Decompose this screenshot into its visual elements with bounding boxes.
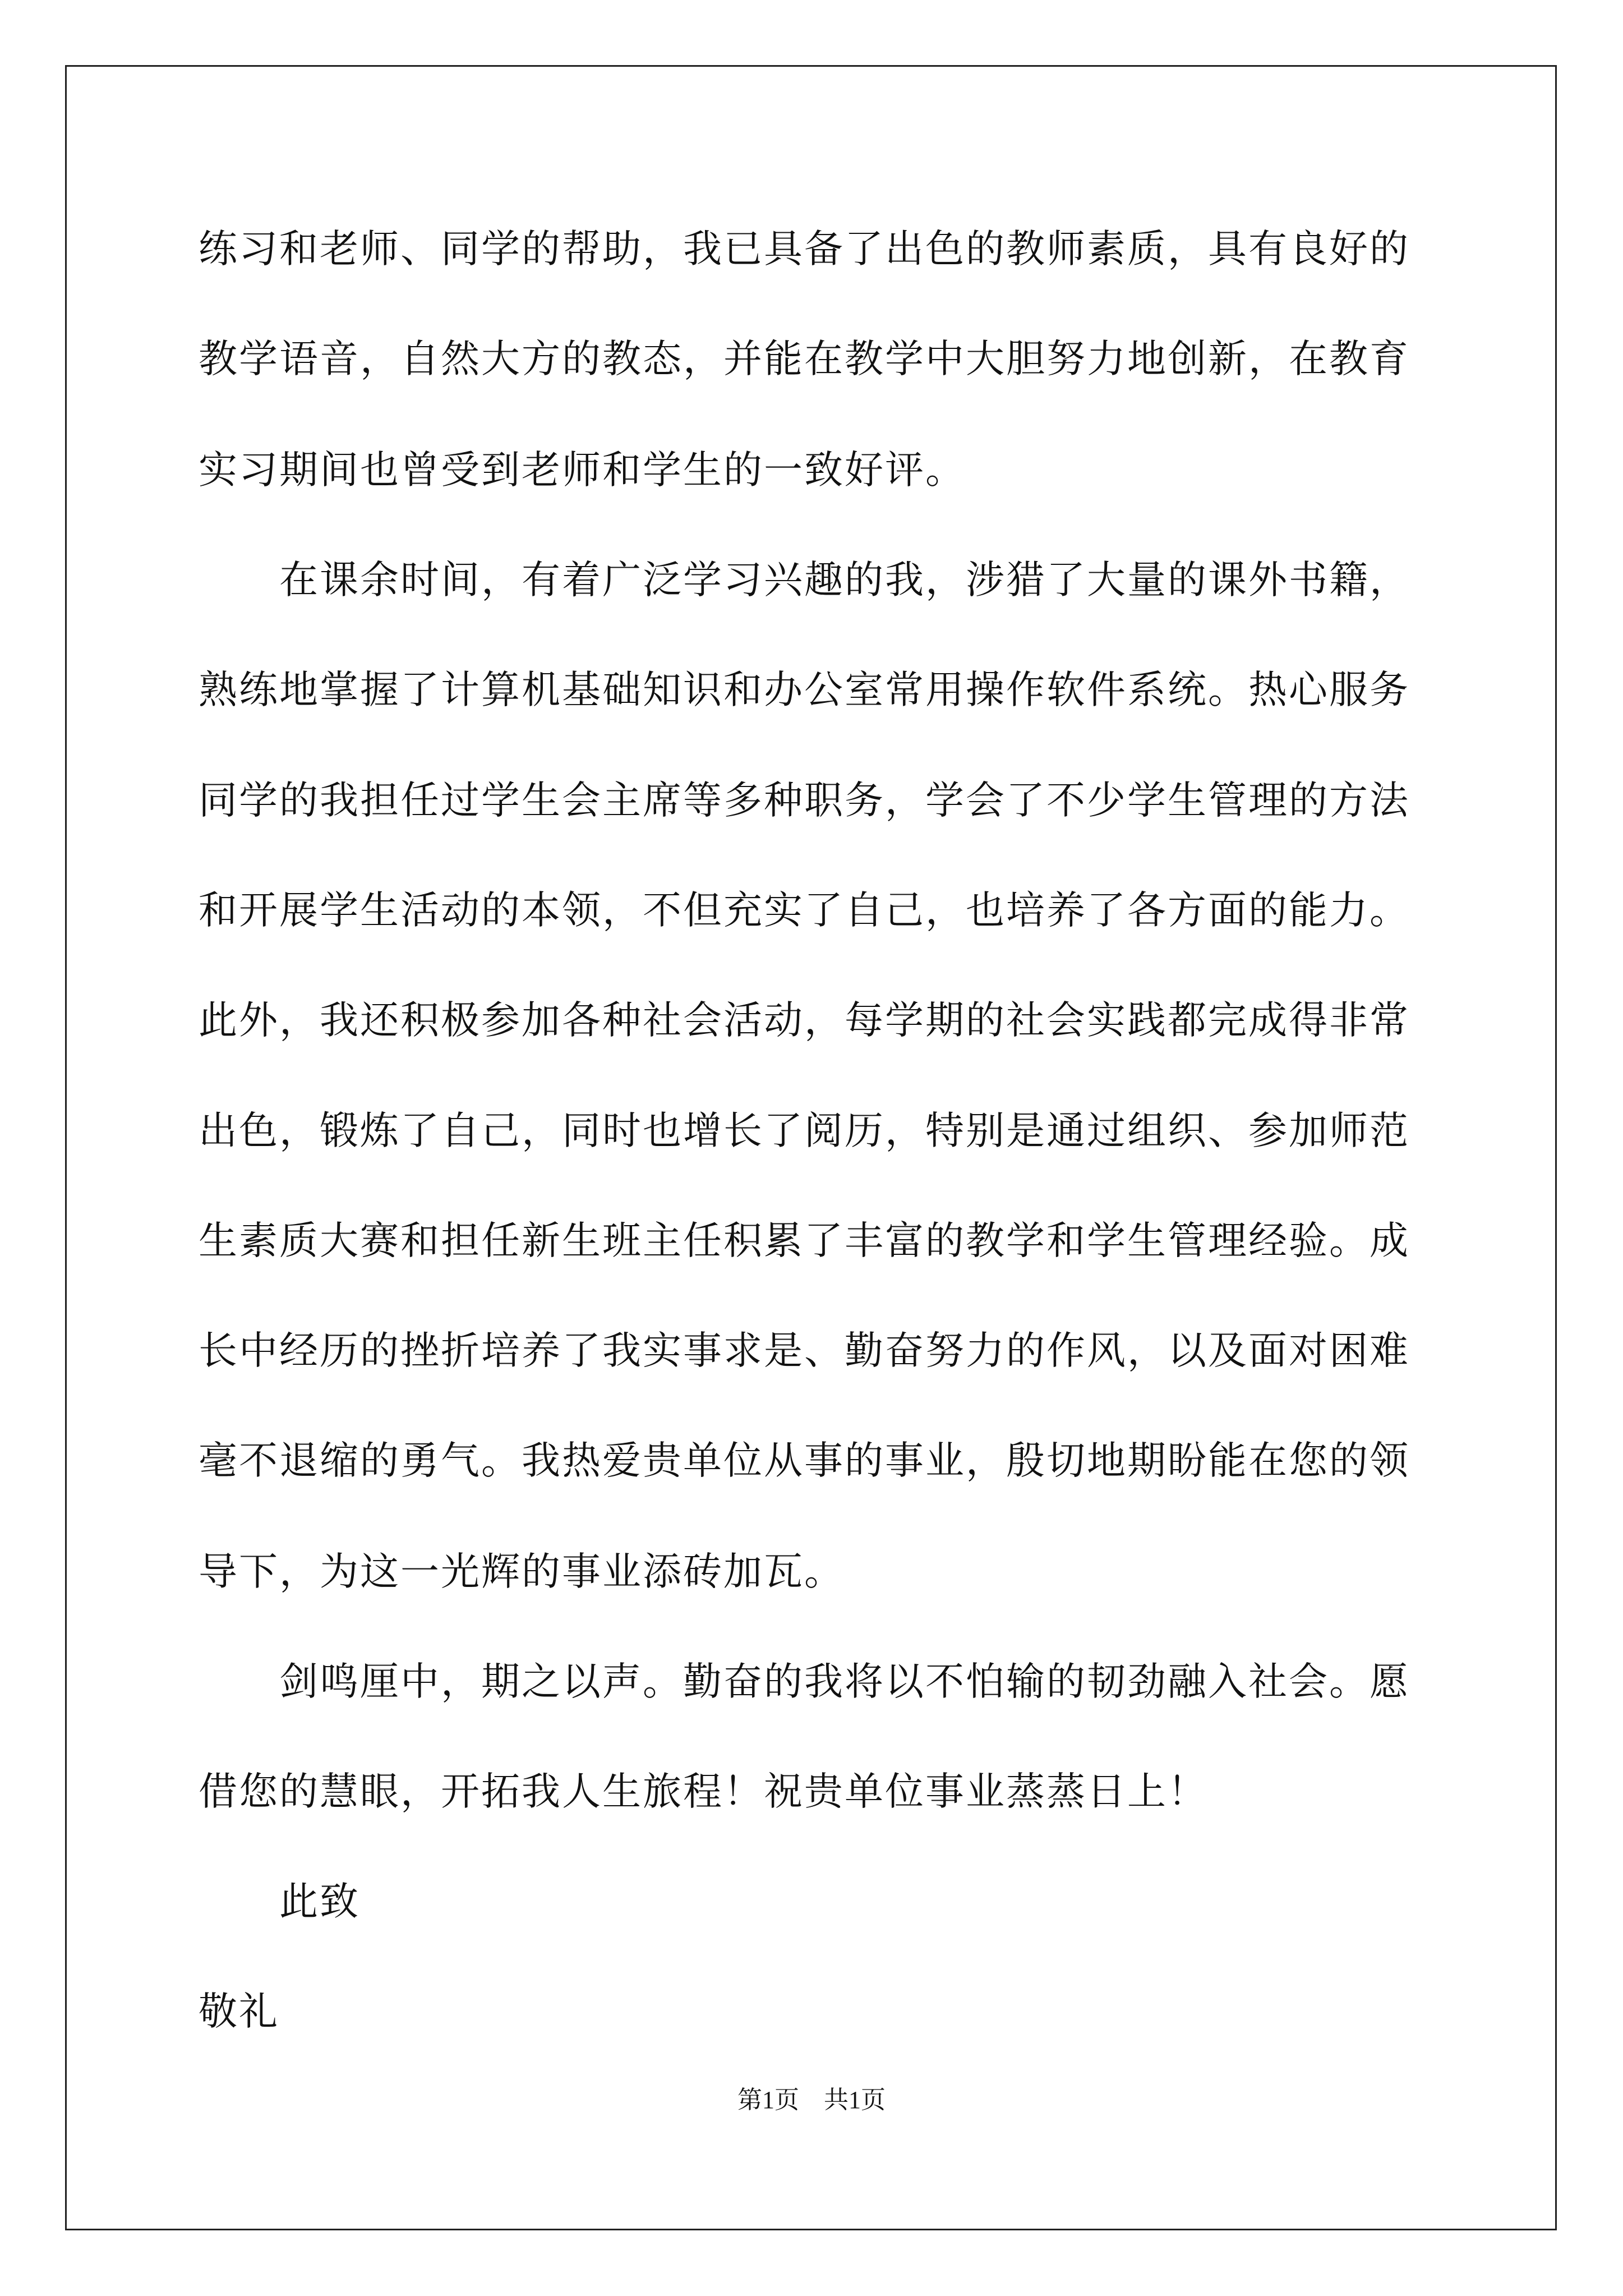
- body-text-line: 此外，我还积极参加各种社会活动，每学期的社会实践都完成得非常: [199, 998, 1410, 1043]
- body-text-line: 毫不退缩的勇气。我热爱贵单位从事的事业，殷切地期盼能在您的领: [199, 1438, 1410, 1483]
- body-text-line: 熟练地掌握了计算机基础知识和办公室常用操作软件系统。热心服务: [199, 668, 1410, 712]
- body-text-line: 实习期间也曾受到老师和学生的一致好评。: [199, 448, 966, 493]
- body-text-line: 在课余时间，有着广泛学习兴趣的我，涉猎了大量的课外书籍，: [199, 558, 1410, 602]
- body-text-line: 导下，为这一光辉的事业添砖加瓦。: [199, 1549, 845, 1594]
- body-text-line: 练习和老师、同学的帮助，我已具备了出色的教师素质，具有良好的: [199, 227, 1410, 272]
- body-text-line: 教学语音，自然大方的教态，并能在教学中大胆努力地创新，在教育: [199, 337, 1410, 381]
- body-text-line: 剑鸣厘中，期之以声。勤奋的我将以不怕输的韧劲融入社会。愿: [199, 1659, 1410, 1704]
- body-text-line: 同学的我担任过学生会主席等多种职务，学会了不少学生管理的方法: [199, 778, 1410, 823]
- body-text-line: 和开展学生活动的本领，不但充实了自己，也培养了各方面的能力。: [199, 888, 1410, 933]
- body-text-line: 生素质大赛和担任新生班主任积累了丰富的教学和学生管理经验。成: [199, 1218, 1410, 1263]
- closing-salutation: 此致: [199, 1879, 360, 1924]
- body-text-line: 长中经历的挫折培养了我实事求是、勤奋努力的作风，以及面对困难: [199, 1328, 1410, 1373]
- closing-regards: 敬礼: [199, 1989, 279, 2034]
- body-text-line: 借您的慧眼，开拓我人生旅程！祝贵单位事业蒸蒸日上！: [199, 1769, 1208, 1814]
- page-number-footer: 第1页 共1页: [737, 2086, 886, 2114]
- body-text-line: 出色，锻炼了自己，同时也增长了阅历，特别是通过组织、参加师范: [199, 1108, 1410, 1153]
